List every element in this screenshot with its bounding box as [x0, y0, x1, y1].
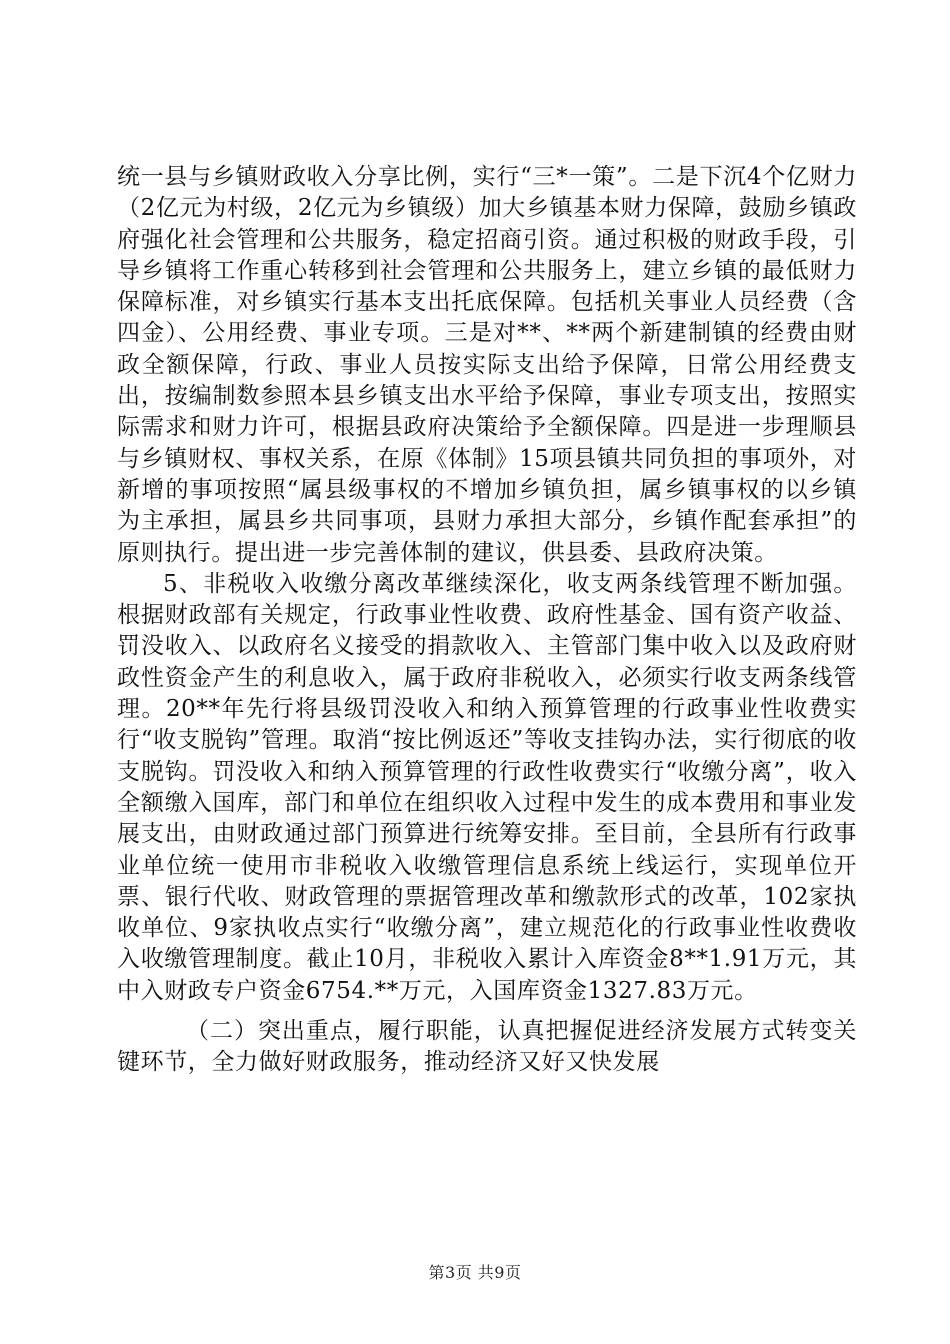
paragraph-continuation: 统一县与乡镇财政收入分享比例，实行“三*一策”。二是下沉4个亿财力（2亿元为村级，2亿元为乡镇级）加大乡镇基本财力保障，鼓励乡镇政府强化社会管理和公共服务，稳定招商引资。通过积极的财政手段，引导乡镇将工作重心转移到社会管理和公共服务上，建立乡镇的最低财力保障标准，对乡镇实行基本支出托底保障。包括机关事业人员经费（含四金）、公用经费、事业专项。三是对**、**两个新建制镇的经费由财政全额保障，行政、事业人员按实际支出给予保障，日常公用经费支出，按编制数参照本县乡镇支出水平给予保障，事业专项支出，按照实际需求和财力许可，根据县政府决策给予全额保障。四是进一步理顺县与乡镇财权、事权关系，在原《体制》15项县镇共同负担的事项外，对新增的事项按照“属县级事权的不增加乡镇负担，属乡镇事权的以乡镇为主承担，属县乡共同事项，县财力承担大部分，乡镇作配套承担”的原则执行。提出进一步完善体制的建议，供县委、县政府决策。: [117, 164, 857, 566]
section-heading: （二）突出重点，履行职能，认真把握促进经济发展方式转变关键环节，全力做好财政服务，推动经济又好又快发展: [117, 1018, 857, 1076]
page-number-footer: 第3页 共9页: [428, 1263, 522, 1282]
paragraph-non-tax-revenue: 5、非税收入收缴分离改革继续深化，收支两条线管理不断加强。根据财政部有关规定，行政事业性收费、政府性基金、国有资产收益、罚没收入、以政府名义接受的捐款收入、主管部门集中收入以及政府财政性资金产生的利息收入，属于政府非税收入，必须实行收支两条线管理。20**年先行将县级罚没收入和纳入预算管理的行政事业性收费实行“收支脱钩”管理。取消“按比例返还”等收支挂钩办法，实行彻底的收支脱钩。罚没收入和纳入预算管理的行政性收费实行“收缴分离”，收入全额缴入国库，部门和单位在组织收入过程中发生的成本费用和事业发展支出，由财政通过部门预算进行统筹安排。至目前，全县所有行政事业单位统一使用市非税收入收缴管理信息系统上线运行，实现单位开票、银行代收、财政管理的票据管理改革和缴款形式的改革，102家执收单位、9家执收点实行“收缴分离”，建立规范化的行政事业性收费收入收缴管理制度。截止10月，非税收入累计入库资金8**1.91万元，其中入财政专户资金6754.**万元，入国库资金1327.83万元。: [117, 570, 857, 1004]
document-body: [117, 162, 857, 1079]
